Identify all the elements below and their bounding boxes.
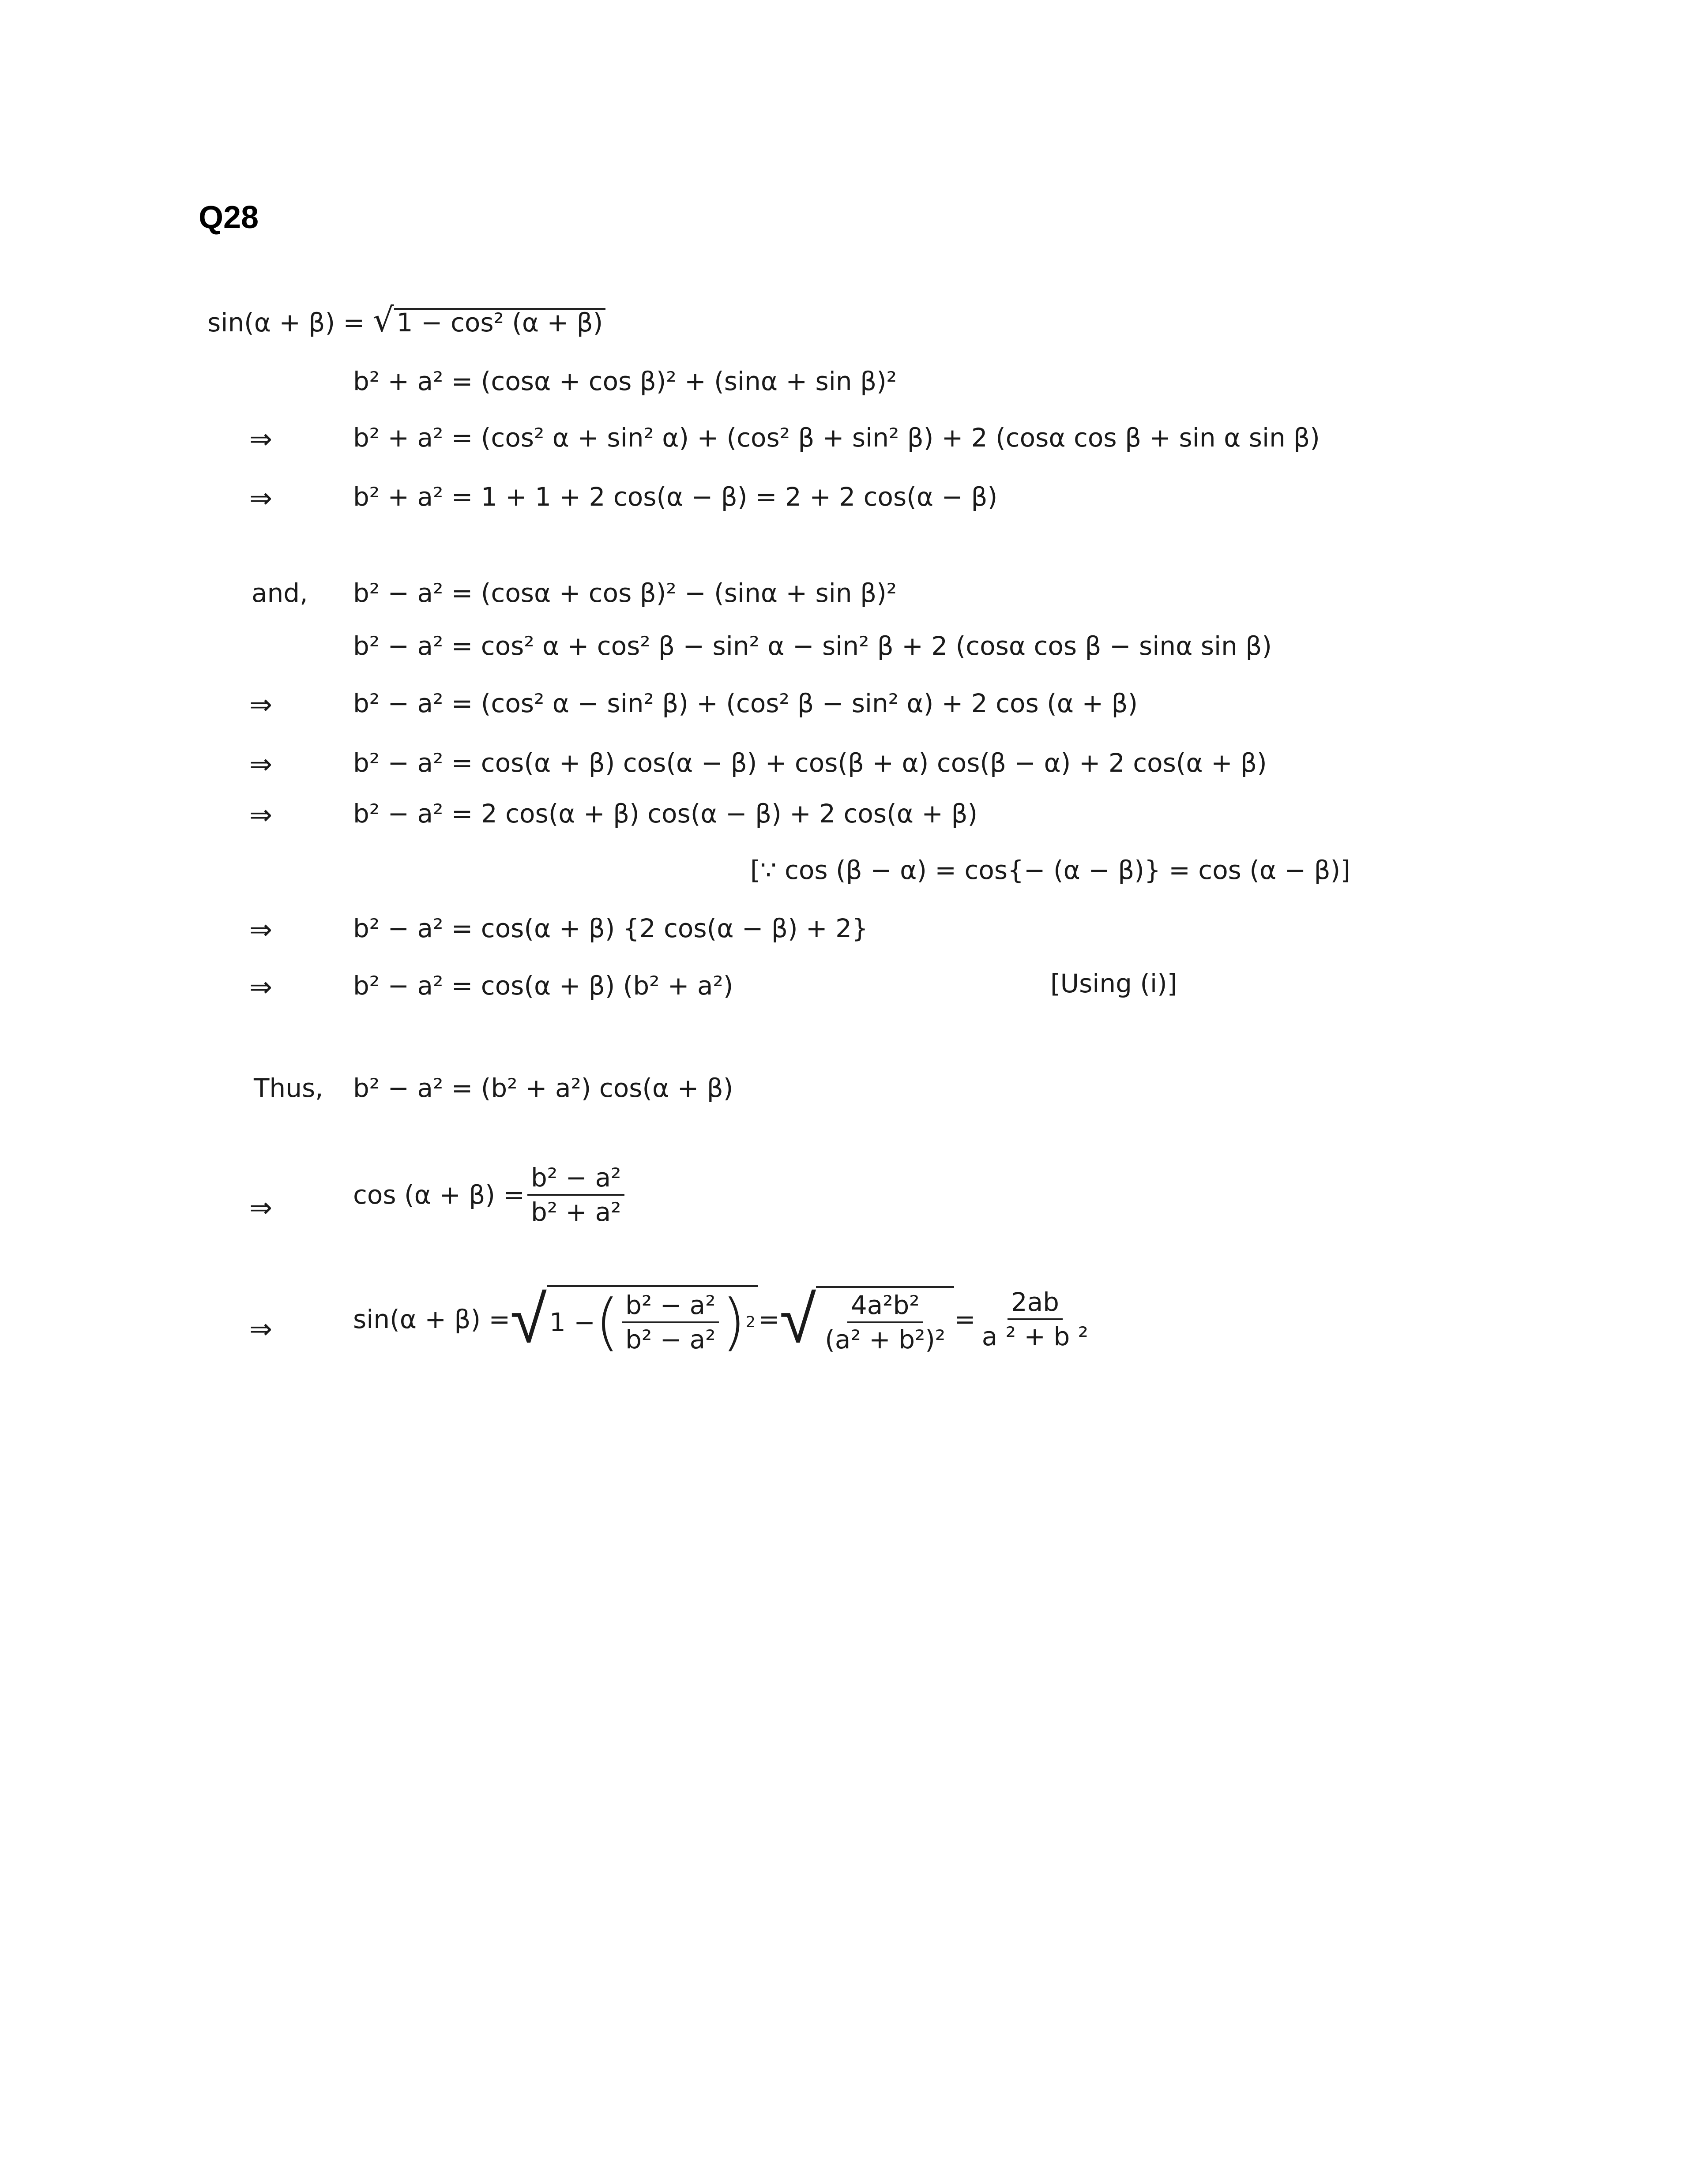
equation-line-2: b² + a² = (cosα + cos β)² + (sinα + sin β)² <box>353 366 897 396</box>
equation-line-4: b² + a² = 1 + 1 + 2 cos(α − β) = 2 + 2 cos(α − β) <box>353 482 998 512</box>
fraction <box>622 1290 719 1355</box>
using-note: [Using (i)] <box>1050 968 1177 998</box>
implies-arrow: ⇒ <box>249 1191 272 1223</box>
equals-sign: = <box>758 1304 780 1334</box>
implies-arrow: ⇒ <box>249 913 272 946</box>
equation-lhs: sin(α + β) = <box>353 1304 511 1334</box>
equation-line-3: b² + a² = (cos² α + sin² α) + (cos² β + sin² β) + 2 (cosα cos β + sin α sin β) <box>353 423 1320 453</box>
equation-line-9: b² − a² = 2 cos(α + β) cos(α − β) + 2 cos(α + β) <box>353 799 978 829</box>
implies-arrow: ⇒ <box>249 482 272 514</box>
fraction <box>527 1165 624 1225</box>
equals-sign: = <box>954 1304 976 1334</box>
equation-lhs: sin(α + β) = <box>207 308 373 338</box>
implies-arrow: ⇒ <box>249 688 272 720</box>
implies-arrow: ⇒ <box>249 423 272 455</box>
radicand: 1 − cos² (α + β) <box>394 308 606 335</box>
numerator: 4a²b² <box>847 1292 923 1323</box>
equation-lhs: cos (α + β) = <box>353 1180 525 1210</box>
implies-arrow: ⇒ <box>249 748 272 780</box>
denominator: b² + a² <box>531 1197 621 1227</box>
equation-line-5: b² − a² = (cosα + cos β)² − (sinα + sin β)² <box>353 578 897 608</box>
equation-line-8: b² − a² = cos(α + β) cos(α − β) + cos(β + α) cos(β − α) + 2 cos(α + β) <box>353 748 1267 778</box>
thus-label: Thus, <box>254 1073 323 1103</box>
denominator: (a² + b²)² <box>825 1325 946 1355</box>
implies-arrow: ⇒ <box>249 1313 272 1345</box>
fraction <box>821 1290 949 1355</box>
radicand: 1 − ( $\frac{\text{b² − a²}}{\text{b² − a²}}$ ) 2 <box>547 1285 758 1353</box>
fraction <box>978 1289 1092 1349</box>
numerator: b² − a² <box>622 1292 719 1323</box>
implies-arrow: ⇒ <box>249 799 272 831</box>
radicand-term: 1 − <box>549 1307 595 1337</box>
equation-line-11: b² − a² = cos(α + β) (b² + a²) <box>353 971 733 1001</box>
radicand <box>816 1286 954 1355</box>
equation-line-6: b² − a² = cos² α + cos² β − sin² α − sin² β + 2 (cosα cos β − sinα sin β) <box>353 631 1272 661</box>
equation-line-7: b² − a² = (cos² α − sin² β) + (cos² β − sin² α) + 2 cos (α + β) <box>353 688 1138 718</box>
denominator: a ² + b ² <box>981 1321 1088 1351</box>
implies-arrow: ⇒ <box>249 971 272 1003</box>
equation-line-1: sin(α + β) = √ 1 − cos² (α + β) <box>207 304 605 337</box>
equation-line-13 <box>353 1165 627 1225</box>
denominator: b² − a² <box>625 1324 716 1355</box>
numerator: b² − a² <box>527 1165 624 1196</box>
equation-line-10: b² − a² = cos(α + β) {2 cos(α − β) + 2} <box>353 913 868 943</box>
question-label: Q28 <box>199 200 259 235</box>
and-label: and, <box>252 578 308 608</box>
equation-line-12: b² − a² = (b² + a²) cos(α + β) <box>353 1073 733 1103</box>
numerator: 2ab <box>1008 1289 1063 1320</box>
identity-note: [∵ cos (β − α) = cos{− (α − β)} = cos (α − β)] <box>750 855 1350 885</box>
equation-line-14: sin(α + β) = √ 1 − ( $\frac{\text{b² − a²}}{\text{b² − a²}}$ ) 2 = √ $\frac{\text{4a²b²}}{\text{(a² + b²)²}}$ = $\frac{2ab}{\text{a ² + b ²}}$ <box>353 1271 1094 1368</box>
